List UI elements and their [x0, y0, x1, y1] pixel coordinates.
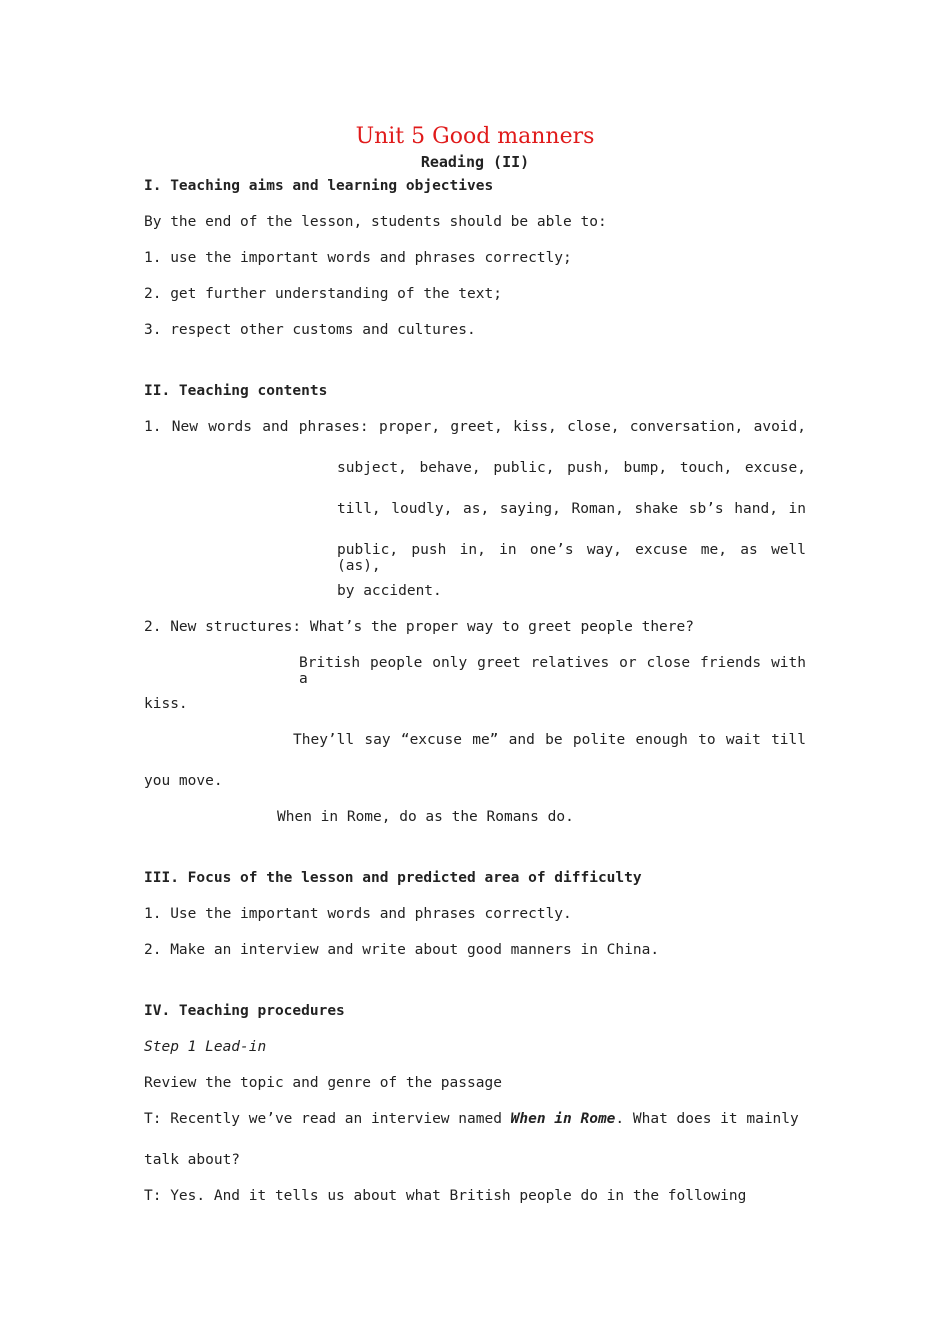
aims-item-3: 3. respect other customs and cultures.	[144, 322, 476, 338]
structures-line-6: When in Rome, do as the Romans do.	[277, 809, 574, 825]
section-heading-focus: III. Focus of the lesson and predicted area of difficulty	[144, 870, 642, 886]
words-line-2: subject, behave, public, push, bump, touch, excuse,	[337, 460, 806, 476]
structures-line-2: British people only greet relatives or close friends with a	[299, 655, 806, 687]
teacher-line-1-before: T: Recently we’ve read an interview named	[144, 1111, 511, 1127]
structures-line-5: you move.	[144, 773, 223, 789]
section-heading-procedures: IV. Teaching procedures	[144, 1003, 345, 1019]
structures-line-4: They’ll say “excuse me” and be polite enough to wait till	[293, 732, 806, 748]
teacher-line-1-after: . What does it mainly	[615, 1111, 799, 1127]
aims-item-1: 1. use the important words and phrases correctly;	[144, 250, 572, 266]
structures-line-1: 2. New structures: What’s the proper way to greet people there?	[144, 619, 694, 635]
section-heading-aims: I. Teaching aims and learning objectives	[144, 178, 494, 194]
aims-item-2: 2. get further understanding of the text;	[144, 286, 502, 302]
words-line-5: by accident.	[337, 583, 442, 599]
document-title: Unit 5 Good manners	[355, 124, 595, 149]
document-subtitle: Reading (II)	[420, 153, 530, 171]
teacher-line-1-cont: talk about?	[144, 1152, 241, 1168]
focus-item-2: 2. Make an interview and write about good manners in China.	[144, 942, 660, 958]
focus-item-1: 1. Use the important words and phrases correctly.	[144, 906, 572, 922]
words-line-1: 1. New words and phrases: proper, greet, kiss, close, conversation, avoid,	[144, 419, 806, 435]
passage-title: When in Rome	[510, 1111, 616, 1127]
review-line: Review the topic and genre of the passage	[144, 1075, 502, 1091]
aims-intro: By the end of the lesson, students should be able to:	[144, 214, 607, 230]
words-line-3: till, loudly, as, saying, Roman, shake sb’s hand, in	[337, 501, 806, 517]
teacher-line-1	[144, 1111, 799, 1127]
step-1-heading: Step 1 Lead-in	[144, 1039, 267, 1055]
words-line-4: public, push in, in one’s way, excuse me, as well (as),	[337, 542, 806, 574]
teacher-line-2: T: Yes. And it tells us about what British people do in the following	[144, 1188, 747, 1204]
section-heading-contents: II. Teaching contents	[144, 383, 328, 399]
structures-line-3: kiss.	[144, 696, 188, 712]
